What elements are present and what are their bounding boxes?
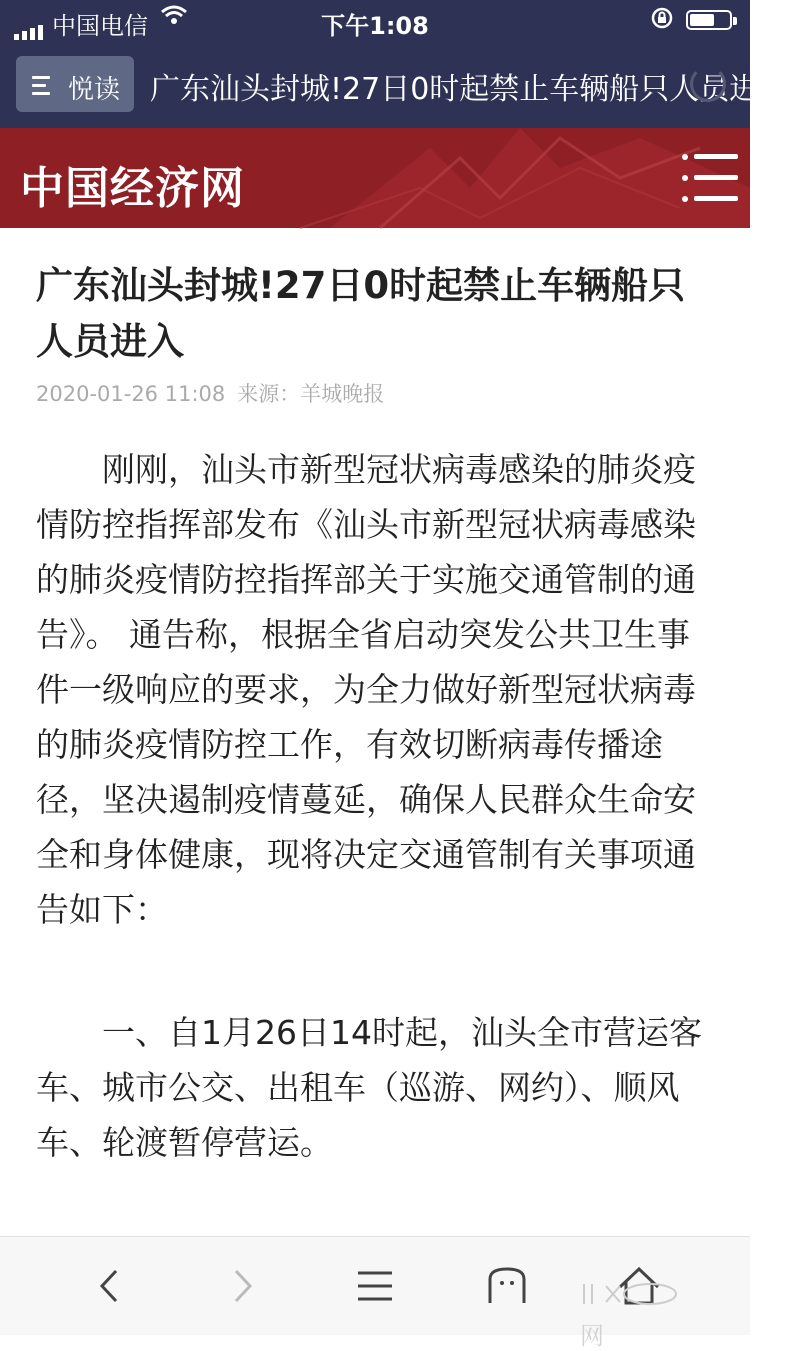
browser-nav-bar <box>0 40 789 128</box>
forward-icon[interactable] <box>216 1261 266 1311</box>
article-paragraph: 一、自1月26日14时起，汕头全市营运客车、城市公交、出租车（巡游、网约）、顺风车、轮渡暂停营运。 <box>36 1013 702 1162</box>
article-meta <box>36 378 716 408</box>
clock: 下午1:08 <box>321 12 429 40</box>
article <box>36 228 716 1293</box>
article-title: 广东汕头封城!27日0时起禁止车辆船只人员进入 <box>36 264 686 363</box>
battery-icon <box>686 10 732 30</box>
article-paragraph: 刚刚，汕头市新型冠状病毒感染的肺炎疫情防控指挥部发布《汕头市新型冠状病毒感染的肺炎疫情防控指挥部关于实施交通管制的通告》。 通告称，根据全省启动突发公共卫生事件一级响应的要求，为全力做好新型冠状病毒的肺炎疫情防控工作，有效切断病毒传播途径，坚决遏制疫情蔓延，确保人民群众生命安全和身体健康，现将决定交通管制有关事项通告如下： <box>36 450 696 929</box>
watermark <box>580 1276 750 1351</box>
article-source: 来源：羊城晚报 <box>237 382 385 406</box>
reader-mode-label: 悦读 <box>68 75 121 105</box>
watermark-text: 网 <box>580 1322 604 1350</box>
site-logo[interactable]: 中国经济网 <box>20 163 245 214</box>
watermark-logo <box>580 1276 720 1310</box>
menu-lines-icon[interactable] <box>350 1261 400 1311</box>
article-date: 2020-01-26 11:08 <box>36 382 226 406</box>
site-header <box>0 128 750 228</box>
reader-mode-button[interactable] <box>16 56 134 112</box>
status-bar <box>0 0 750 40</box>
back-icon[interactable] <box>86 1261 136 1311</box>
page-title: 广东汕头封城!27日0时起禁止车辆船只人员进入 <box>150 72 789 107</box>
list-icon <box>32 76 50 100</box>
carrier-name: 中国电信 <box>52 12 148 40</box>
rotation-lock-icon <box>650 6 674 36</box>
menu-icon[interactable] <box>682 154 738 202</box>
tabs-icon[interactable] <box>482 1261 532 1311</box>
reload-icon[interactable] <box>690 66 726 102</box>
